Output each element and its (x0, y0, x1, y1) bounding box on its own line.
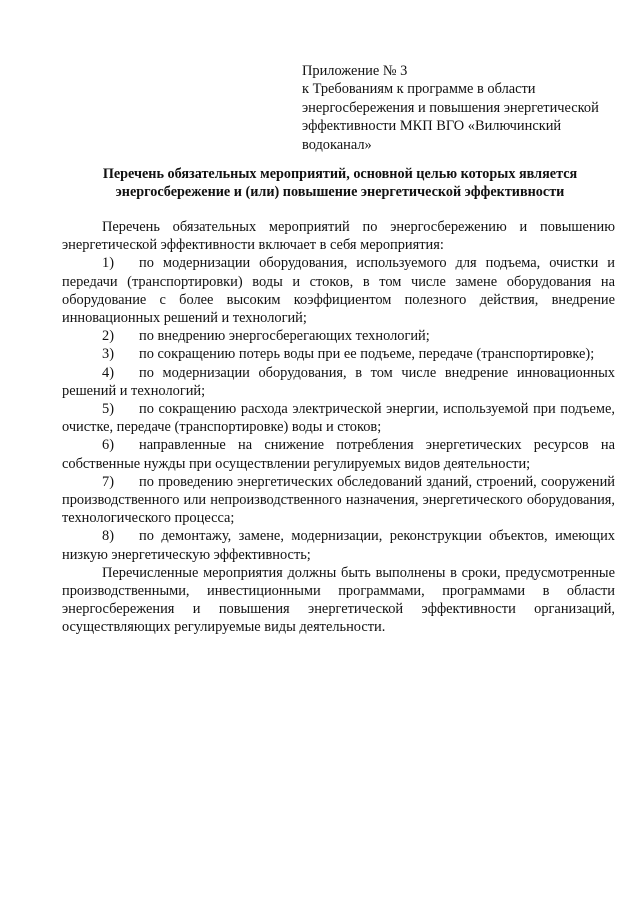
list-item-number: 5) (102, 401, 114, 418)
list-item-number: 3) (102, 346, 114, 363)
document-body (62, 218, 615, 637)
title-line: Перечень обязательных мероприятий, основной целью которых является (102, 166, 578, 182)
list-item-text: по модернизации оборудования, используемого для подъема, очистки и передачи (транспортировки) воды и стоков, в том числе замене оборудования на оборудование с более высоким коэффициентом полезного действия, внедрение инновационных решений и технологий; (62, 255, 615, 327)
list-item-number: 4) (102, 364, 114, 381)
list-item-number: 8) (102, 528, 114, 545)
list-item-number: 6) (102, 437, 114, 454)
title-line: энергосбережение и (или) повышение энергетической эффективности (115, 184, 565, 201)
appendix-line: к Требованиям к программе в области (302, 81, 536, 98)
document-title (40, 165, 640, 202)
list-item-text: по модернизации оборудования, в том числе внедрение инновационных решений и технологий; (62, 364, 615, 399)
appendix-line: Приложение № 3 (302, 63, 408, 79)
appendix-line: водоканал» (302, 136, 372, 153)
list-item-number: 2) (102, 328, 114, 345)
list-item (62, 473, 615, 528)
list-item-text: по внедрению энергосберегающих технологий; (139, 328, 430, 345)
list-item-text: по демонтажу, замене, модернизации, реконструкции объектов, имеющих низкую энергетическую эффективность; (62, 528, 615, 563)
list-item (62, 364, 615, 400)
list-item-text: по сокращению расхода электрической энергии, используемой при подъеме, очистке, передаче (транспортировке) воды и стоков; (62, 401, 615, 436)
list-item (62, 400, 615, 436)
list-item-text: по сокращению потерь воды при ее подъеме, передаче (транспортировке); (139, 346, 595, 363)
appendix-line: энергосбережения и повышения энергетической (302, 99, 599, 116)
list-item-text: направленные на снижение потребления энергетических ресурсов на собственные нужды при осуществлении регулируемых видов деятельности; (62, 437, 615, 472)
list-item (62, 254, 615, 327)
list-item (62, 327, 615, 345)
appendix-line: эффективности МКП ВГО «Вилючинский (302, 118, 562, 135)
list-item-number: 7) (102, 473, 114, 490)
list-item (62, 345, 615, 363)
list-item (62, 527, 615, 563)
appendix-header (302, 62, 632, 154)
closing-paragraph: Перечисленные мероприятия должны быть выполнены в сроки, предусмотренные производственными, инвестиционными программами, программами в области энергосбережения и повышения энергетической эффективности организаций, осуществляющих регулируемые виды деятельности. (62, 564, 615, 636)
list-item-text: по проведению энергетических обследований зданий, строений, сооружений производственного или непроизводственного назначения, энергетического оборудования, технологического процесса; (62, 473, 615, 527)
list-item (62, 436, 615, 472)
list-item-number: 1) (102, 255, 114, 272)
intro-paragraph: Перечень обязательных мероприятий по энергосбережению и повышению энергетической эффективности включает в себя мероприятия: (62, 219, 615, 254)
